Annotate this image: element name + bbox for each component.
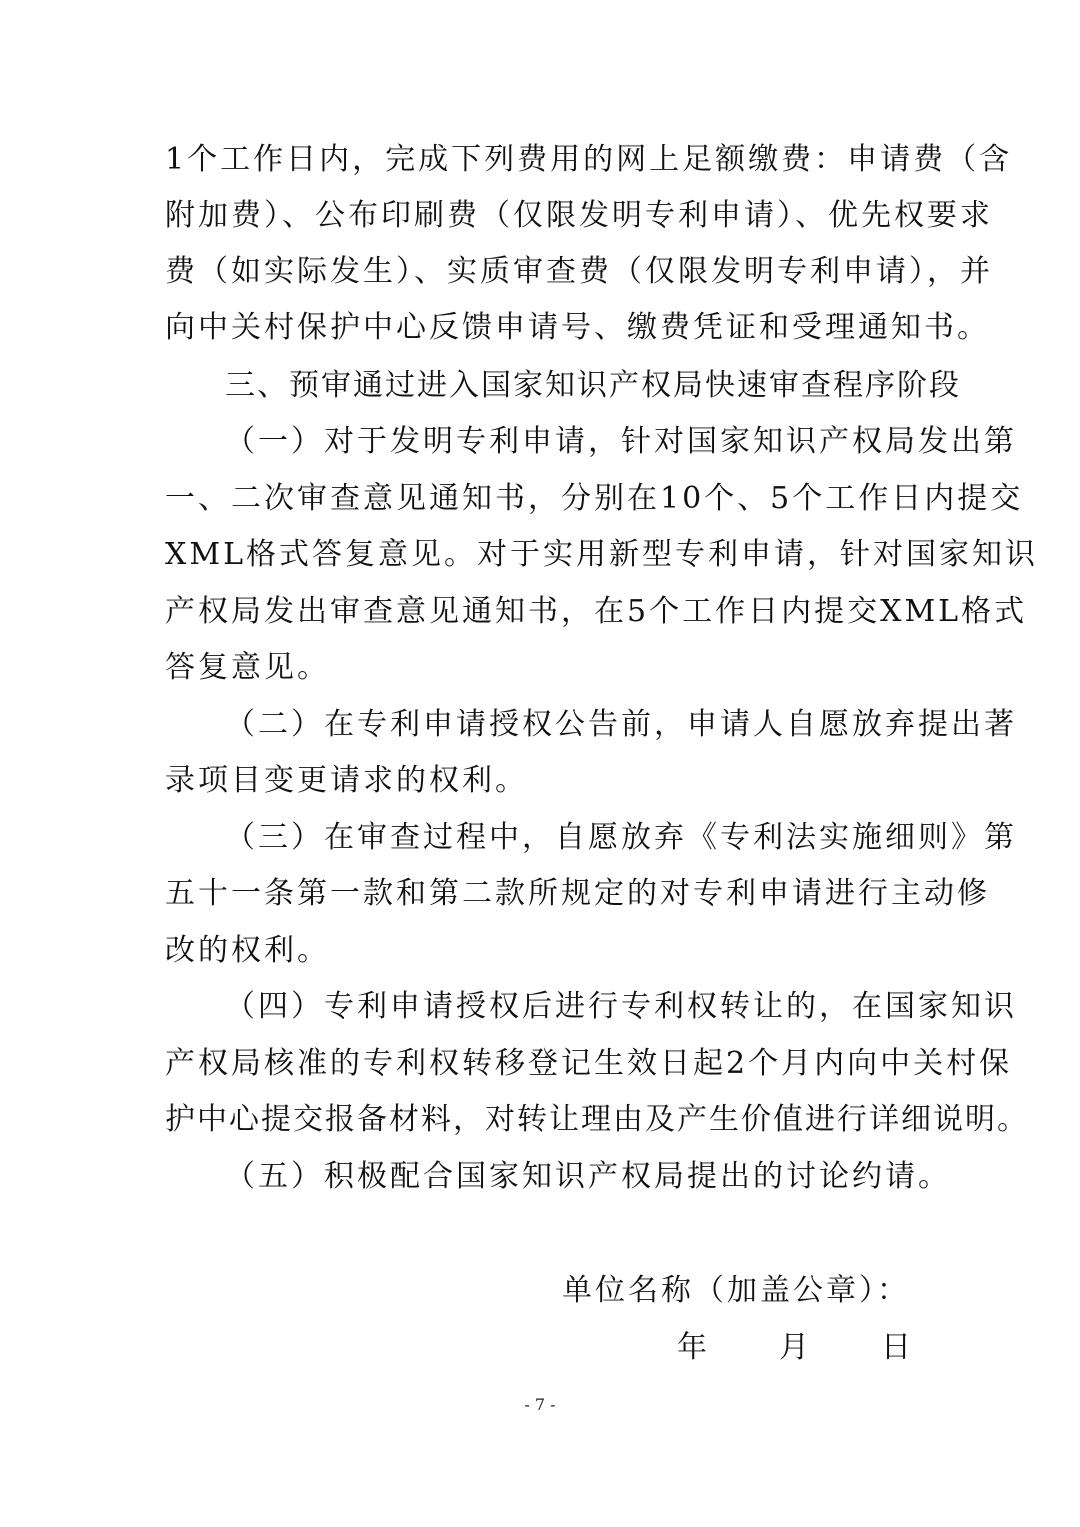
item-one-line-2: 一、二次审查意见通知书，分别在10个、5个工作日内提交	[165, 481, 1024, 516]
section-heading: 三、预审通过进入国家知识产权局快速审查程序阶段	[225, 368, 961, 403]
item-two-line-2: 录项目变更请求的权利。	[165, 763, 528, 798]
item-three-line-1: （三）在审查过程中，自愿放弃《专利法实施细则》第	[225, 820, 1017, 855]
unit-name-label: 单位名称（加盖公章）：	[562, 1273, 910, 1308]
item-four-line-2: 产权局核准的专利权转移登记生效日起2个月内向中关村保	[165, 1046, 1013, 1081]
item-one-line-5: 答复意见。	[165, 650, 330, 685]
item-four-line-3: 护中心提交报备材料，对转让理由及产生价值进行详细说明。	[165, 1102, 1029, 1137]
paragraph-line-2: 附加费）、公布印刷费（仅限发明专利申请）、优先权要求	[165, 198, 993, 233]
item-one-line-1: （一）对于发明专利申请，针对国家知识产权局发出第	[225, 424, 1017, 459]
page-number: - 7 -	[524, 1395, 556, 1414]
item-five-line-1: （五）积极配合国家知识产权局提出的讨论约请。	[225, 1159, 951, 1194]
paragraph-line-1: 1个工作日内，完成下列费用的网上足额缴费：申请费（含	[165, 142, 1013, 177]
item-two-line-1: （二）在专利申请授权公告前，申请人自愿放弃提出著	[225, 707, 1017, 742]
item-one-line-4: 产权局发出审查意见通知书，在5个工作日内提交XML格式	[165, 594, 1028, 629]
item-four-line-1: （四）专利申请授权后进行专利权转让的，在国家知识	[225, 989, 1017, 1024]
date-label: 年 月 日	[677, 1330, 915, 1365]
item-three-line-2: 五十一条第一款和第二款所规定的对专利申请进行主动修	[165, 876, 990, 911]
paragraph-line-3: 费（如实际发生）、实质审查费（仅限发明专利申请），并	[165, 254, 993, 289]
paragraph-line-4: 向中关村保护中心反馈申请号、缴费凭证和受理通知书。	[165, 310, 990, 345]
item-one-line-3: XML格式答复意见。对于实用新型专利申请，针对国家知识	[165, 537, 1038, 572]
item-three-line-3: 改的权利。	[165, 933, 330, 968]
